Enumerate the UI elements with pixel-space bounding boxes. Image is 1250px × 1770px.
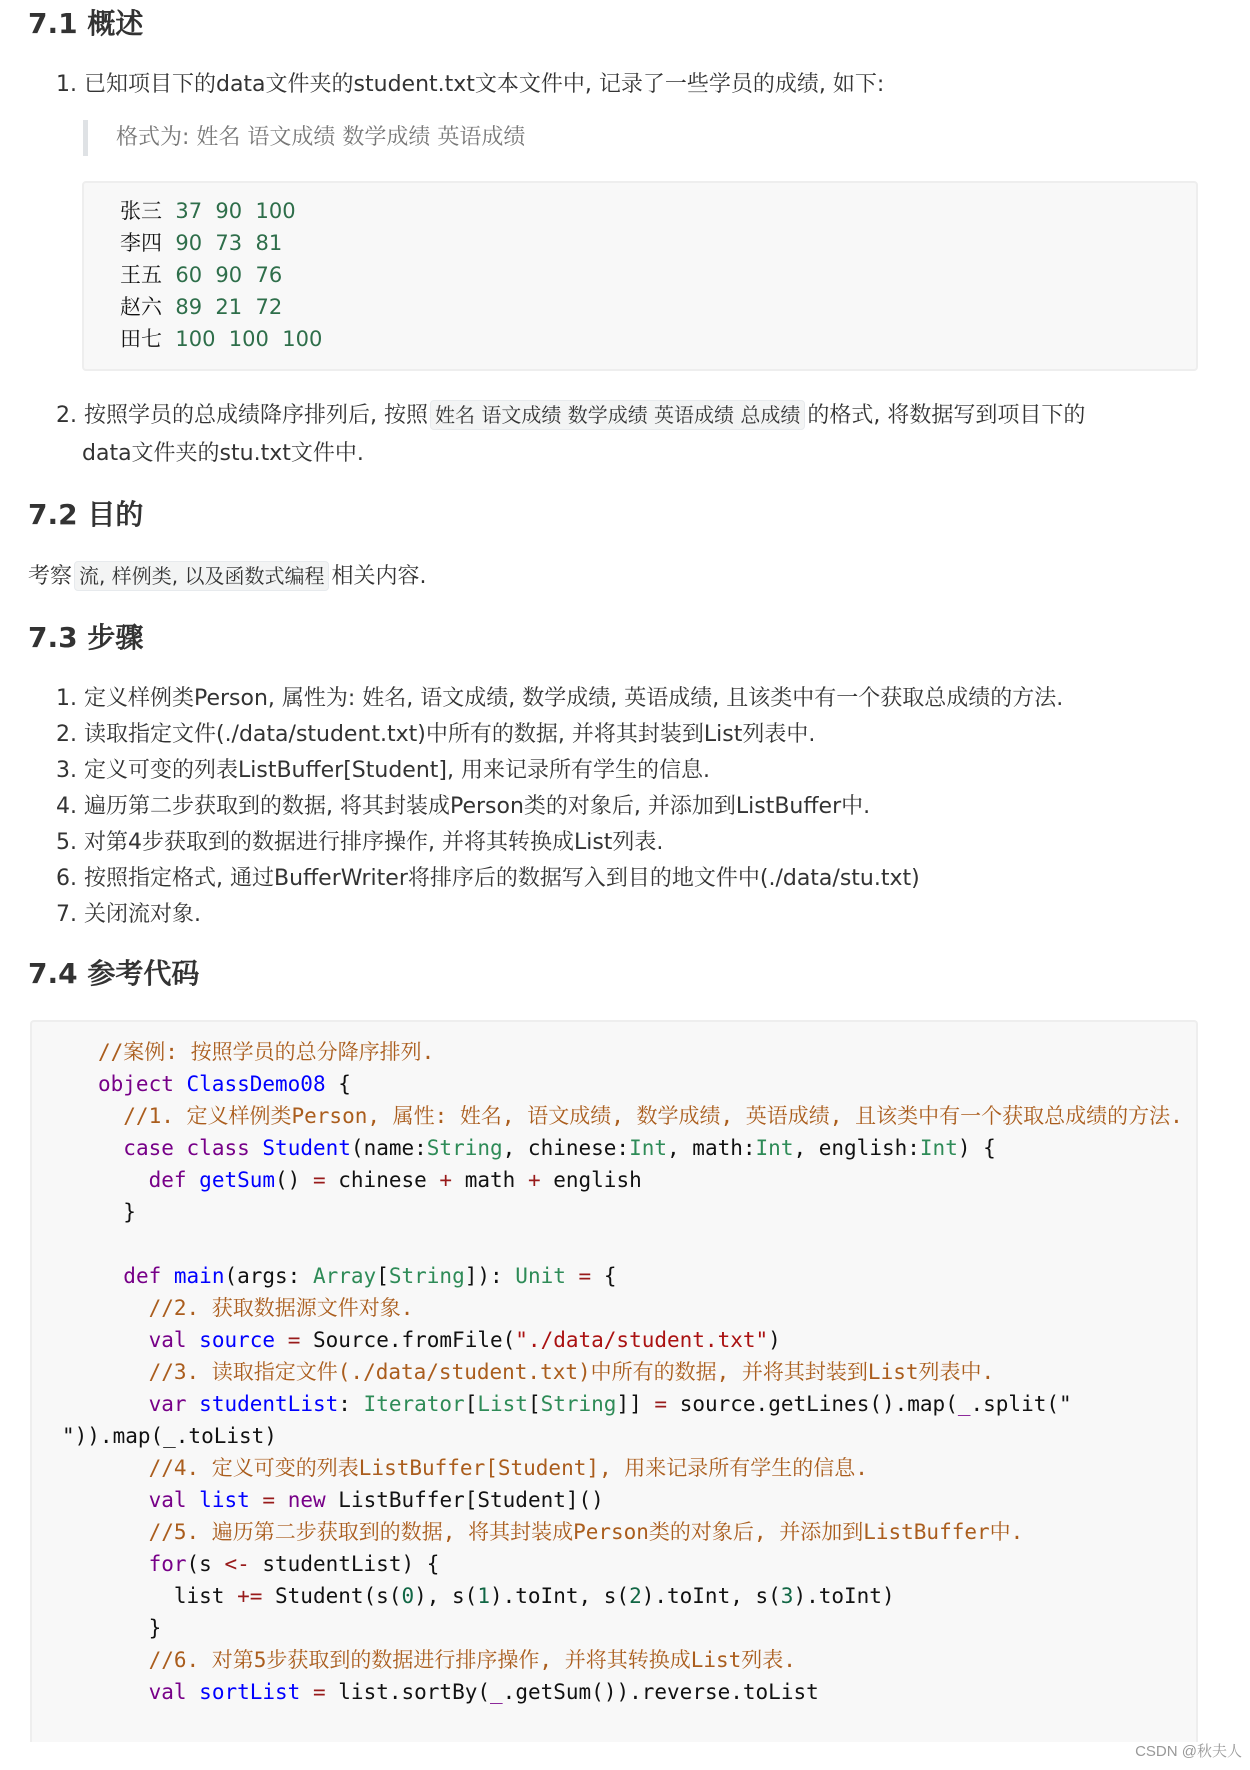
step-item: 5. 对第4步获取到的数据进行排序操作, 并将其转换成List列表.: [56, 830, 664, 855]
data-row: 王五 60 90 76: [120, 263, 283, 287]
step-item: 2. 读取指定文件(./data/student.txt)中所有的数据, 并将其封装到List列表中.: [56, 722, 816, 747]
code-line: def main(args: Array[String]): Unit = {: [123, 1264, 617, 1288]
purpose-text: 考察 流, 样例类, 以及函数式编程 相关内容.: [28, 561, 426, 592]
code-line: //6. 对第5步获取到的数据进行排序操作, 并将其转换成List列表.: [98, 1648, 796, 1672]
overview-item-2: 2. 按照学员的总成绩降序排列后, 按照 姓名 语文成绩 数学成绩 英语成绩 总成绩 的格式, 将数据写到项目下的: [56, 400, 1085, 431]
format-blockquote: [83, 120, 525, 156]
code-line: val list = new ListBuffer[Student](): [148, 1488, 604, 1512]
reference-code-block: [30, 1020, 1198, 1742]
step-item: 7. 关闭流对象.: [56, 902, 201, 927]
format-inline-code: 姓名 语文成绩 数学成绩 英语成绩 总成绩: [430, 400, 805, 430]
code-line: //4. 定义可变的列表ListBuffer[Student], 用来记录所有学生的信息.: [98, 1456, 868, 1480]
overview-item-2-line2: data文件夹的stu.txt文件中.: [82, 441, 364, 466]
code-line: //1. 定义样例类Person, 属性: 姓名, 语文成绩, 数学成绩, 英语成绩, 且该类中有一个获取总成绩的方法.: [98, 1104, 1183, 1128]
code-line: def getSum() = chinese + math + english: [148, 1168, 642, 1192]
purpose-inline-code: 流, 样例类, 以及函数式编程: [74, 561, 329, 591]
code-line: val source = Source.fromFile("./data/student.txt"): [148, 1328, 781, 1352]
heading-7-4: 7.4 参考代码: [28, 957, 200, 990]
code-line: //2. 获取数据源文件对象.: [98, 1296, 414, 1320]
step-item: 6. 按照指定格式, 通过BufferWriter将排序后的数据写入到目的地文件中(./data/stu.txt): [56, 866, 920, 891]
code-line: }: [98, 1616, 162, 1640]
code-line: case class Student(name:String, chinese:Int, math:Int, english:Int) {: [123, 1136, 996, 1160]
data-row: 李四 90 73 81: [120, 231, 283, 255]
data-row: 田七 100 100 100: [120, 327, 323, 351]
code-line: }: [98, 1200, 136, 1224]
heading-7-2: 7.2 目的: [28, 498, 144, 531]
step-item: 4. 遍历第二步获取到的数据, 将其封装成Person类的对象后, 并添加到ListBuffer中.: [56, 794, 871, 819]
step-item: 3. 定义可变的列表ListBuffer[Student], 用来记录所有学生的信息.: [56, 758, 710, 783]
code-line: for(s <- studentList) {: [148, 1552, 440, 1576]
code-line: //3. 读取指定文件(./data/student.txt)中所有的数据, 并将其封装到List列表中.: [98, 1360, 995, 1384]
code-line: object ClassDemo08 {: [98, 1072, 351, 1096]
heading-7-3: 7.3 步骤: [28, 621, 144, 654]
data-row: 张三 37 90 100: [120, 199, 296, 223]
data-row: 赵六 89 21 72: [120, 295, 283, 319]
step-item: 1. 定义样例类Person, 属性为: 姓名, 语文成绩, 数学成绩, 英语成绩, 且该类中有一个获取总成绩的方法.: [56, 686, 1064, 711]
student-data-block: [82, 181, 1198, 371]
code-line: list += Student(s(0), s(1).toInt, s(2).toInt, s(3).toInt): [98, 1584, 895, 1608]
format-quote-text: 格式为: 姓名 语文成绩 数学成绩 英语成绩: [116, 125, 526, 150]
code-line: ")).map(_.toList): [62, 1424, 277, 1448]
overview-item-1: 1. 已知项目下的data文件夹的student.txt文本文件中, 记录了一些学员的成绩, 如下:: [56, 72, 885, 97]
code-line: //案例: 按照学员的总分降序排列.: [98, 1040, 435, 1064]
heading-7-1: 7.1 概述: [28, 7, 144, 40]
code-line: //5. 遍历第二步获取到的数据, 将其封装成Person类的对象后, 并添加到ListBuffer中.: [98, 1520, 1024, 1544]
code-line: var studentList: Iterator[List[String]] = source.getLines().map(_.split(": [148, 1392, 1072, 1416]
csdn-watermark: CSDN @秋夫人: [1135, 1743, 1242, 1760]
code-line: val sortList = list.sortBy(_.getSum()).reverse.toList: [148, 1680, 819, 1704]
